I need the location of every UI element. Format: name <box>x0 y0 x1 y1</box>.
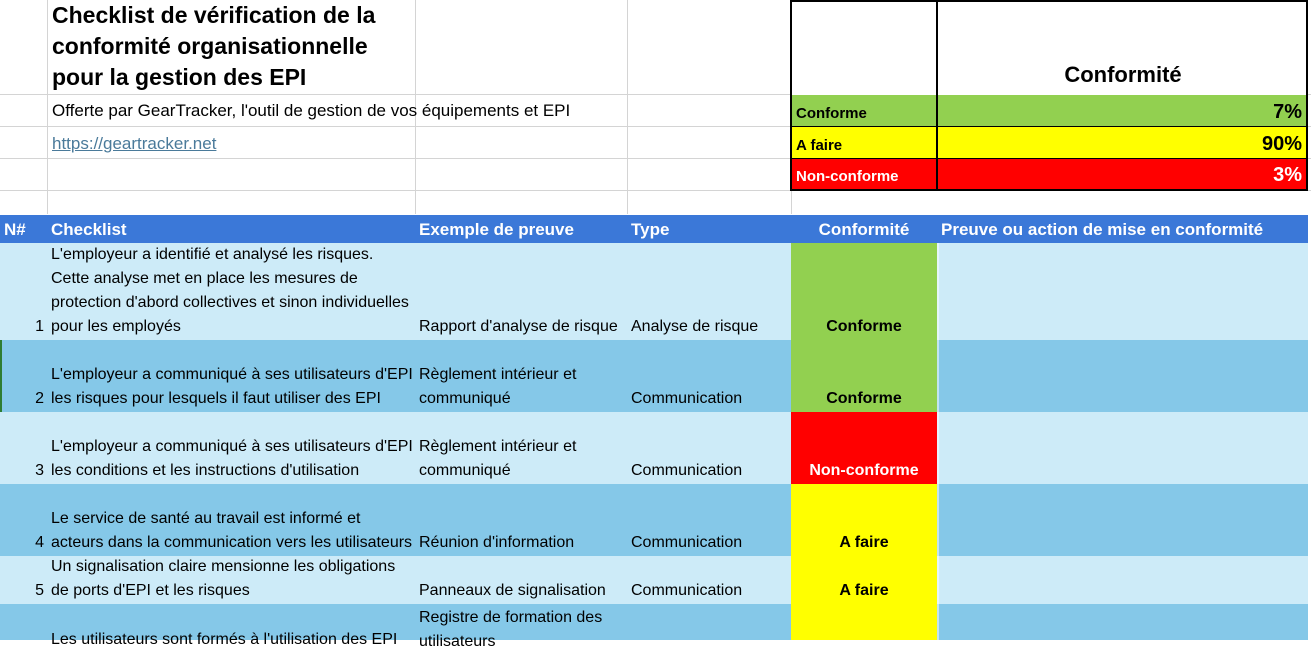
summary-label-a-faire: A faire <box>792 127 936 158</box>
gridline <box>627 0 628 214</box>
status-cell[interactable] <box>791 604 937 640</box>
exemple-text[interactable]: Panneaux de signalisation <box>419 582 606 599</box>
exemple-text[interactable]: Rapport d'analyse de risque <box>419 318 618 335</box>
row-number[interactable]: 3 <box>35 462 44 479</box>
summary-header: Conformité <box>1064 62 1182 87</box>
summary-value-conforme: 7% <box>938 95 1306 126</box>
exemple-text[interactable]: Règlement intérieur et communiqué <box>419 438 577 479</box>
summary-rowline <box>792 126 1306 127</box>
header-preuve[interactable]: Preuve ou action de mise en conformité <box>941 215 1308 243</box>
title-line-2: conformité organisationnelle <box>52 33 368 59</box>
checklist-text[interactable]: L'employeur a communiqué à ses utilisateurs d'EPI les conditions et les instructions d'utilisation <box>51 438 413 479</box>
summary-value-a-faire: 90% <box>938 127 1306 158</box>
title-line-1: Checklist de vérification de la <box>52 2 376 28</box>
row-number[interactable]: 2 <box>35 390 44 407</box>
checklist-text[interactable]: Le service de santé au travail est informé et acteurs dans la communication vers les utilisateurs <box>51 510 413 551</box>
preuve-cell[interactable] <box>941 484 1308 556</box>
title-cell[interactable] <box>48 0 415 94</box>
status-cell[interactable]: A faire <box>791 556 937 604</box>
checklist-text[interactable]: L'employeur a communiqué à ses utilisateurs d'EPI les risques pour lesquels il faut utiliser des EPI <box>51 366 413 407</box>
status-cell[interactable]: Non-conforme <box>791 412 937 484</box>
row-number[interactable]: 5 <box>35 582 44 599</box>
column-divider <box>937 243 939 640</box>
row-number[interactable]: 4 <box>35 534 44 551</box>
page-title <box>48 0 415 93</box>
type-text[interactable]: Communication <box>631 582 743 599</box>
exemple-text[interactable]: Réunion d'information <box>419 534 575 551</box>
summary-label-non-conforme: Non-conforme <box>792 159 936 189</box>
type-text[interactable]: Analyse de risque <box>631 318 759 335</box>
header-conformite[interactable]: Conformité <box>791 215 937 243</box>
preuve-cell[interactable] <box>941 412 1308 484</box>
summary-label-conforme: Conforme <box>792 95 936 126</box>
type-text[interactable]: Communication <box>631 534 743 551</box>
status-cell[interactable]: Conforme <box>791 340 937 412</box>
checklist-text[interactable]: L'employeur a identifié et analysé les risques. Cette analyse met en place les mesures de protection d'abord collectives et sinon individuelles pour les employés <box>51 246 409 335</box>
summary-value-non-conforme: 3% <box>938 159 1306 189</box>
website-link[interactable]: https://geartracker.net <box>52 134 217 153</box>
checklist-text[interactable]: Les utilisateurs sont formés à l'utilisation des EPI <box>51 631 398 648</box>
header-num[interactable]: N# <box>4 215 47 243</box>
header-type[interactable]: Type <box>631 215 791 243</box>
type-text[interactable]: Communication <box>631 462 743 479</box>
summary-rowline <box>792 158 1306 159</box>
checklist-text[interactable]: Un signalisation claire mensionne les obligations de ports d'EPI et les risques <box>51 558 396 599</box>
header-checklist[interactable]: Checklist <box>51 215 415 243</box>
header-exemple[interactable]: Exemple de preuve <box>419 215 627 243</box>
subtitle: Offerte par GearTracker, l'outil de gestion de vos équipements et EPI <box>52 101 571 120</box>
exemple-text[interactable]: Registre de formation des utilisateurs <box>419 609 603 650</box>
status-cell[interactable]: Conforme <box>791 243 937 340</box>
preuve-cell[interactable] <box>941 556 1308 604</box>
title-line-3: pour la gestion des EPI <box>52 64 307 90</box>
preuve-cell[interactable] <box>941 243 1308 340</box>
row-number[interactable]: 1 <box>35 318 44 335</box>
status-cell[interactable]: A faire <box>791 484 937 556</box>
exemple-text[interactable]: Règlement intérieur et communiqué <box>419 366 577 407</box>
preuve-cell[interactable] <box>941 340 1308 412</box>
type-text[interactable]: Communication <box>631 390 743 407</box>
